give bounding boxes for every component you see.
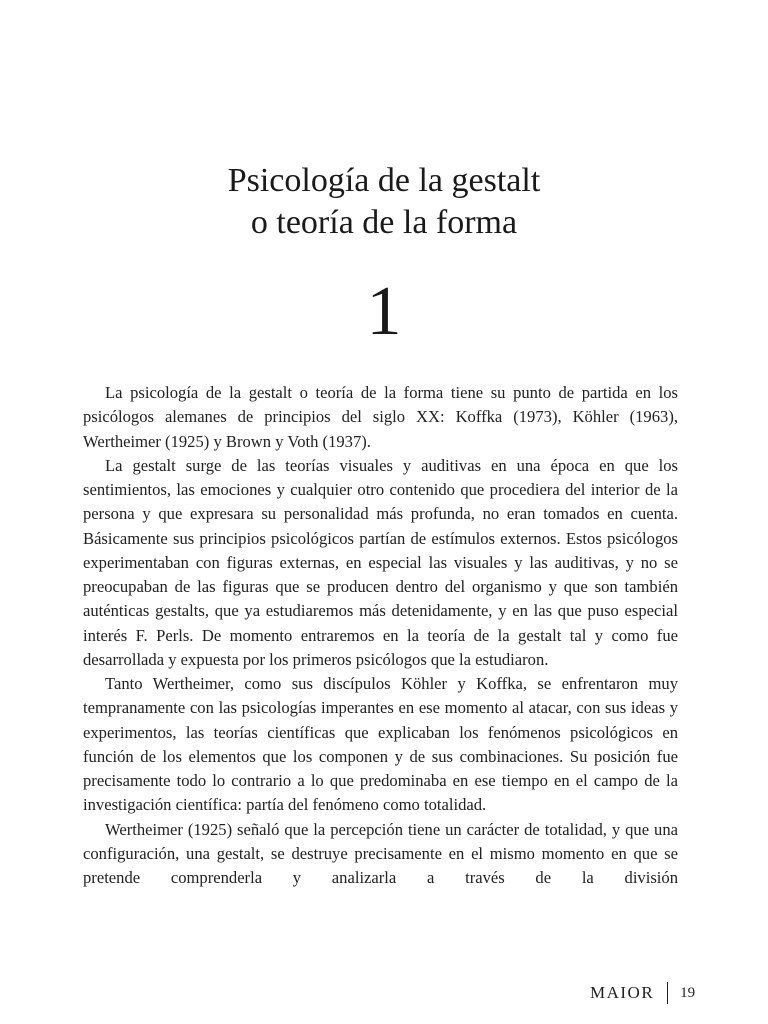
chapter-number: 1: [366, 273, 402, 350]
chapter-title: [0, 160, 768, 244]
page-number: 19: [680, 984, 696, 1001]
paragraph: La gestalt surge de las teorías visuales y auditivas en una época en que los sentimientos, las emociones y cualquier otro contenido que procediera del interior de la persona y que expresara su personalidad más profunda, no eran tomados en cuenta. Básicamente sus principios psicológicos partían de estímulos externos. Estos psicólogos experimentaban con figuras externas, en especial las visuales y las auditivas, y no se preocupaban de las figuras que se producen dentro del organismo y que son también auténticas gestalts, que ya estudiaremos más detenidamente, y en las que puso especial interés F. Perls. De momento entraremos en la teoría de la gestalt tal y como fue desarrollada y expuesta por los primeros psicólogos que la estudiaron.: [83, 455, 678, 669]
paragraph: La psicología de la gestalt o teoría de la forma tiene su punto de partida en los psicólogos alemanes de principios del siglo XX: Koffka (1973), Köhler (1963), Wertheimer (1925) y Brown y Voth (1937).: [83, 383, 678, 451]
footer-divider: [667, 982, 668, 1004]
paragraph: Wertheimer (1925) señaló que la percepción tiene un carácter de totalidad, y que una configuración, una gestalt, se destruye precisamente en el mismo momento en que se pretende comprenderla y analizarla a través de la división: [83, 819, 678, 887]
publisher-name: MAIOR: [590, 983, 655, 1002]
chapter-title-line-1: Psicología de la gestalt: [227, 162, 541, 199]
chapter-title-line-2: o teoría de la forma: [250, 204, 518, 241]
page-footer: [590, 980, 695, 1006]
body-text: [83, 381, 678, 890]
paragraph: Tanto Wertheimer, como sus discípulos Köhler y Koffka, se enfrentaron muy tempranamente con las psicologías imperantes en ese momento al atacar, con sus ideas y experimentos, las teorías científicas que explicaban los fenómenos psicológicos en función de los elementos que los componen y de sus combinaciones. Su posición fue precisamente todo lo contrario a lo que predominaba en ese tiempo en el campo de la investigación científica: partía del fenómeno como totalidad.: [83, 674, 678, 815]
